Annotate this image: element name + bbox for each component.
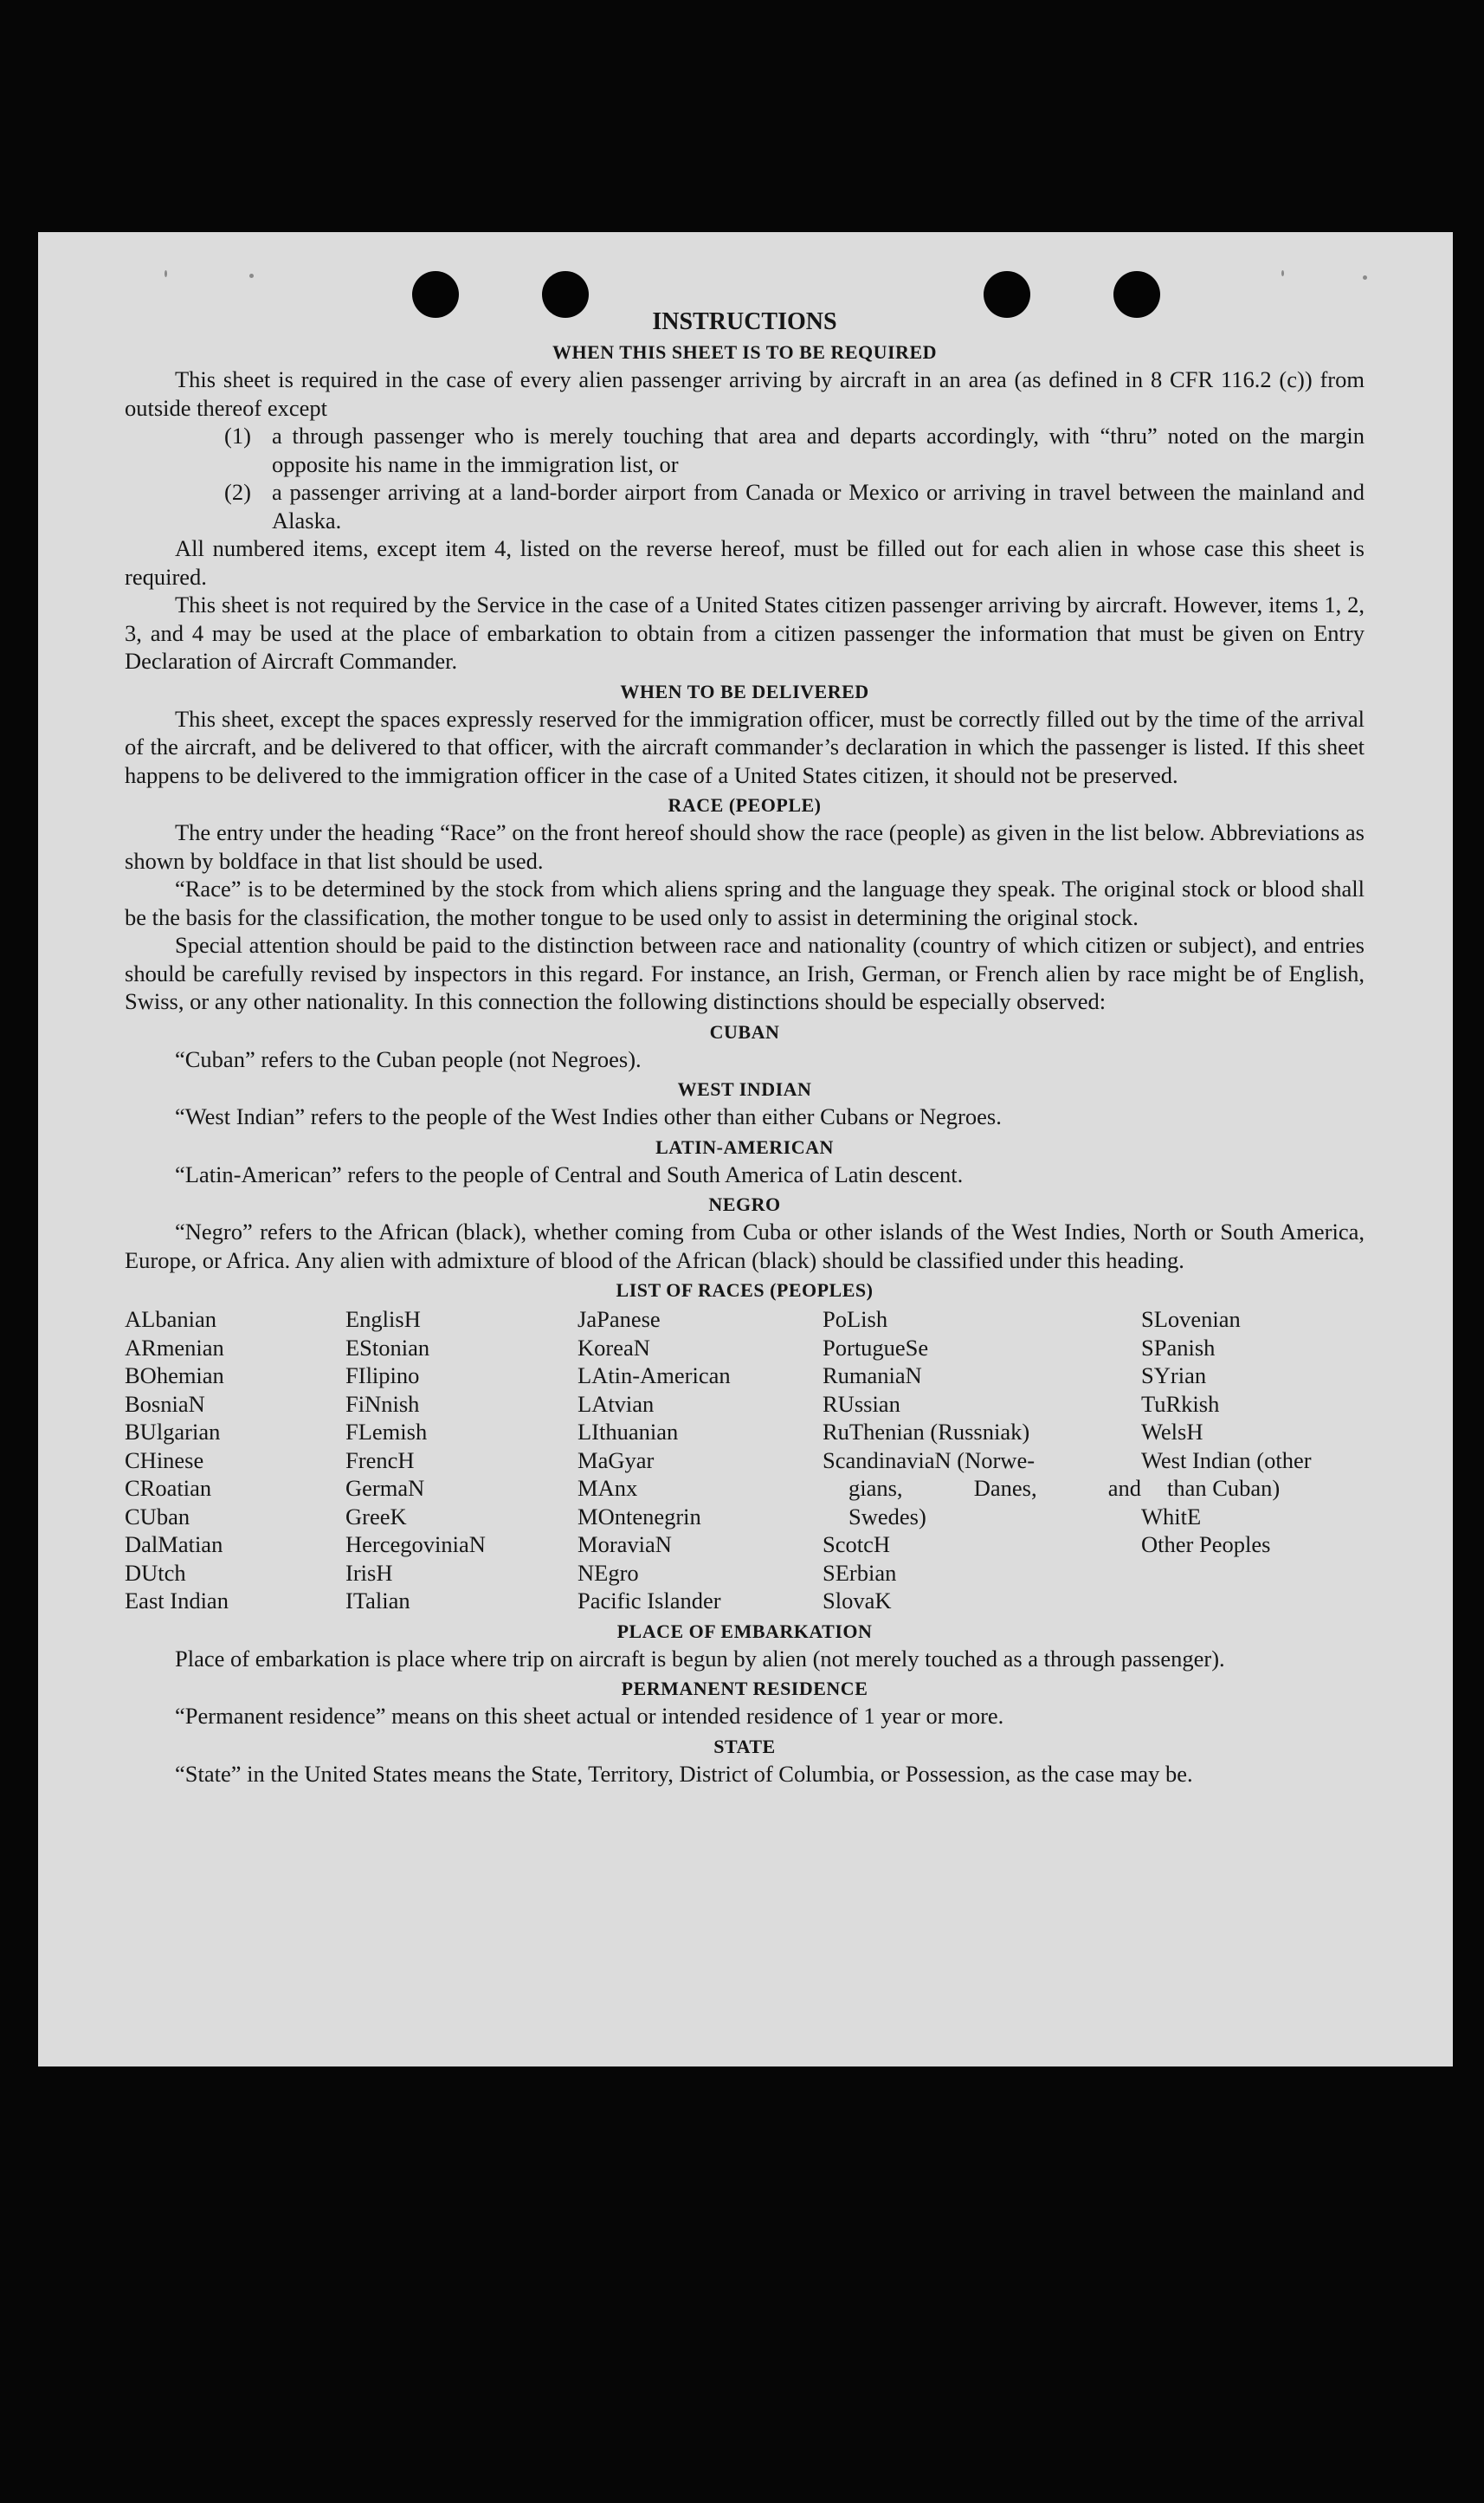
paragraph: “Latin-American” refers to the people of Central and South America of Latin descent. <box>175 1161 964 1187</box>
races-column <box>345 1305 577 1615</box>
paragraph: All numbered items, except item 4, listed on the reverse hereof, must be filled out for each alien in whose case this sheet is required. <box>125 535 1365 590</box>
race-entry: ITalian <box>345 1588 410 1614</box>
race-entry: West Indian (other <box>1141 1446 1312 1473</box>
heading-latin-american: LATIN-AMERICAN <box>655 1135 834 1158</box>
race-entry: FLemish <box>345 1419 428 1445</box>
heading-state: STATE <box>713 1735 776 1757</box>
races-group <box>823 1530 1141 1615</box>
race-entry: FIlipino <box>345 1362 420 1388</box>
race-entry: BosniaN <box>125 1390 205 1417</box>
race-entry: TuRkish <box>1141 1390 1220 1417</box>
race-entry: DUtch <box>125 1559 186 1586</box>
race-entry: Pacific Islander <box>577 1588 721 1614</box>
race-entry: ALbanian <box>125 1306 216 1332</box>
race-entry: BOhemian <box>125 1362 224 1388</box>
list-item <box>224 478 1365 534</box>
race-entry: MoraviaN <box>577 1531 672 1557</box>
race-entry: IrisH <box>345 1559 393 1586</box>
speck <box>1281 270 1284 276</box>
race-entry: HercegoviniaN <box>345 1531 486 1557</box>
races-group <box>1141 1503 1365 1559</box>
race-entry: EStonian <box>345 1334 430 1361</box>
race-entry: East Indian <box>125 1588 229 1614</box>
race-entry: DalMatian <box>125 1531 223 1557</box>
paragraph: This sheet, except the spaces expressly reserved for the immigration officer, must be correctly filled out by the time of the arrival of the aircraft, and be delivered to that officer, with the aircraft commander’s declaration in which the passenger is listed. If this sheet happens to be delivered to the immigration officer in the case of a United States citizen, it should not be preserved. <box>125 705 1365 788</box>
race-entry: RuThenian (Russniak) <box>823 1419 1030 1445</box>
paragraph: Special attention should be paid to the distinction between race and nationality (country of which citizen or subject), and entries should be carefully revised by inspectors in this regard. For instance, an Irish, German, or French alien by race might be of English, Swiss, or any other nationality. In this connection the following distinctions should be especially observed: <box>125 932 1365 1014</box>
race-entry: SlovaK <box>823 1588 892 1614</box>
item-number: (1) <box>224 423 251 449</box>
speck <box>165 270 167 277</box>
page-title: INSTRUCTIONS <box>652 308 837 335</box>
race-entry: ScandinaviaN (Norwe- <box>823 1446 1036 1473</box>
heading-west-indian: WEST INDIAN <box>677 1078 812 1100</box>
race-entry: CUban <box>125 1503 190 1530</box>
paragraph: The entry under the heading “Race” on the front hereof should show the race (people) as given in the list below. Abbreviations as shown by boldface in that list should be used. <box>125 819 1365 874</box>
paragraph: “Permanent residence” means on this sheet actual or intended residence of 1 year or more. <box>175 1703 1004 1729</box>
race-entry: JaPanese <box>577 1306 661 1332</box>
races-group <box>1141 1305 1365 1446</box>
race-entry: WhitE <box>1141 1503 1202 1530</box>
race-entry: than Cuban) <box>1167 1475 1281 1501</box>
paragraph: This sheet is not required by the Service in the case of a United States citizen passenger arriving by aircraft. However, items 1, 2, 3, and 4 may be used at the place of embarkation to obtain from a citizen passenger the information that must be given on Entry Declaration of Aircraft Commander. <box>125 592 1365 674</box>
races-column <box>577 1305 823 1615</box>
races-column <box>823 1305 1141 1615</box>
item-text: a through passenger who is merely touching that area and departs accordingly, with “thru” noted on the margin opposite his name in the immigration list, or <box>272 423 1365 477</box>
race-entry: MAnx <box>577 1475 638 1501</box>
race-entry: SLovenian <box>1141 1306 1241 1332</box>
races-table <box>125 1305 1365 1615</box>
paragraph: This sheet is required in the case of every alien passenger arriving by aircraft in an area (as defined in 8 CFR 116.2 (c)) from outside thereof except <box>125 366 1365 421</box>
heading-cuban: CUBAN <box>709 1020 780 1043</box>
race-entry: SPanish <box>1141 1334 1216 1361</box>
race-entry: gians, Danes, and <box>848 1475 1141 1501</box>
race-entry: RumaniaN <box>823 1362 922 1388</box>
instructions-text <box>125 308 1365 1788</box>
heading-negro: NEGRO <box>708 1193 781 1215</box>
heading-when-required: WHEN THIS SHEET IS TO BE REQUIRED <box>552 341 938 363</box>
race-entry: ARmenian <box>125 1334 224 1361</box>
speck <box>249 274 254 278</box>
speck <box>1363 275 1367 280</box>
item-text: a passenger arriving at a land-border airport from Canada or Mexico or arriving in travel between the mainland and Alaska. <box>272 479 1365 534</box>
heading-list-of-races: LIST OF RACES (PEOPLES) <box>616 1279 874 1301</box>
race-entry: LAtvian <box>577 1390 655 1417</box>
item-number: (2) <box>224 479 251 505</box>
race-entry: SYrian <box>1141 1362 1207 1388</box>
race-entry: MOntenegrin <box>577 1503 701 1530</box>
list-item <box>224 422 1365 478</box>
race-entry: CRoatian <box>125 1475 212 1501</box>
race-entry: GermaN <box>345 1475 425 1501</box>
heading-permanent-residence: PERMANENT RESIDENCE <box>621 1678 868 1699</box>
race-entry: CHinese <box>125 1446 204 1473</box>
race-entry: RUssian <box>823 1390 900 1417</box>
race-entry: MaGyar <box>577 1446 655 1473</box>
races-column <box>125 1305 345 1615</box>
race-entry: LIthuanian <box>577 1419 679 1445</box>
paragraph: “State” in the United States means the State, Territory, District of Columbia, or Possession, as the case may be. <box>175 1760 1193 1787</box>
document-sheet <box>38 232 1453 2066</box>
races-column <box>1141 1305 1365 1615</box>
heading-embarkation: PLACE OF EMBARKATION <box>616 1620 873 1642</box>
race-entry: FrencH <box>345 1446 415 1473</box>
race-entry: KoreaN <box>577 1334 650 1361</box>
race-entry: GreeK <box>345 1503 407 1530</box>
race-entry: LAtin-American <box>577 1362 731 1388</box>
paragraph: “West Indian” refers to the people of the West Indies other than either Cubans or Negroes. <box>175 1103 1002 1129</box>
paragraph: “Race” is to be determined by the stock from which aliens spring and the language they speak. The original stock or blood shall be the basis for the classification, the mother tongue to be used only to assist in determining the original stock. <box>125 876 1365 930</box>
paragraph: “Negro” refers to the African (black), whether coming from Cuba or other islands of the West Indies, North or South America, Europe, or Africa. Any alien with admixture of blood of the African (black) should be classified under this heading. <box>125 1219 1365 1273</box>
races-group <box>823 1305 1141 1446</box>
race-entry: FiNnish <box>345 1390 420 1417</box>
race-entry: WelsH <box>1141 1419 1203 1445</box>
race-entry: SErbian <box>823 1559 897 1586</box>
heading-when-delivered: WHEN TO BE DELIVERED <box>620 680 869 702</box>
race-entry: Other Peoples <box>1141 1531 1271 1557</box>
race-entry: ScotcH <box>823 1531 891 1557</box>
race-entry: PoLish <box>823 1306 888 1332</box>
paragraph: Place of embarkation is place where trip on aircraft is begun by alien (not merely touched as a through passenger). <box>175 1645 1225 1672</box>
heading-race: RACE (PEOPLE) <box>668 794 822 816</box>
race-entry: EnglisH <box>345 1306 421 1332</box>
race-entry: PortugueSe <box>823 1334 929 1361</box>
paragraph: “Cuban” refers to the Cuban people (not Negroes). <box>175 1045 642 1072</box>
race-entry: NEgro <box>577 1559 639 1586</box>
race-entry: Swedes) <box>848 1503 926 1530</box>
race-entry: BUlgarian <box>125 1419 221 1445</box>
